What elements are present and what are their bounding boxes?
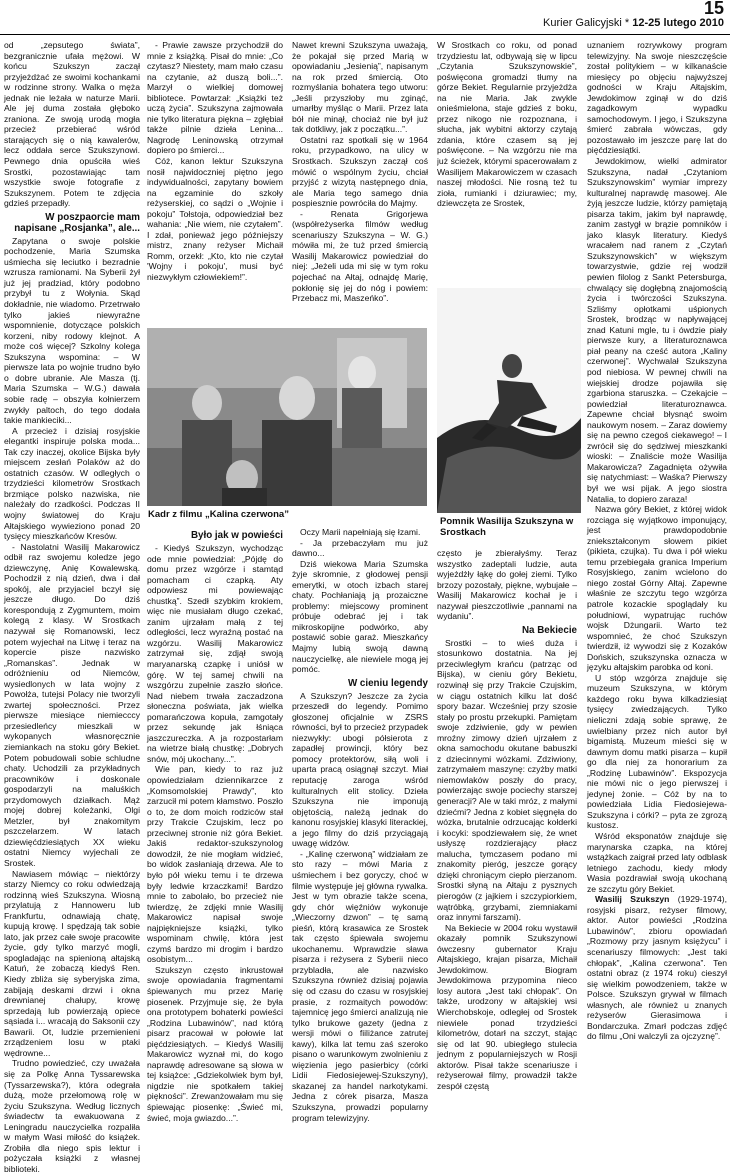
issue-date: 12-25 lutego 2010 xyxy=(632,17,724,29)
photo-caption: Kadr z filmu „Kalina czerwona” xyxy=(148,509,289,520)
paragraph: Nazwa góry Bekiet, z której widok rozciąga się wyjątkowo imponujący, jest prawdopodobnie zniekształconym słowem pikiet (pikieta, czujka). Tu dwa i pół wieku temu przebiegała granica Imperium Rosyjskiego, zanim wcielono do niego został Górny Ałtaj. Zapewne właśnie ze szczytu tego wzgórza patrole kozackie spoglądały ku południowi, wypatrując ruchów wojsk Dżungarii. Warto też wspomnieć, że choć Szukszyn twierdził, iż wywodzi się z Kozaków Dońskich, szukszynska oznacza w języku ałtajskim parobka od koni. xyxy=(587,504,727,673)
paragraph: W Srostkach co roku, od ponad trzydziestu lat, odbywają się w lipcu „Czytania Szukszynowskie”, poświęcona gromadzi tłumy na górze Bekiet. Regularnie przyjeżdża na nie Maria. Jak zwykle onieśmielona, staje gdzieś z boku, przez nikogo nie rozpoznana, i słucha, jak wybitni aktorzy czytają zdania, które czasem są jej poświęcone. – Na wzgórzu nie ma już ścieżek, którymi spacerowałam z Wasilijem Makarowiczem w czasach naszej młodości. Nie rosną też tu zioła, rumianki i dziurawiec; my, dziewczęta ze Srostek, xyxy=(437,40,577,209)
bio-name: Wasilij Szukszyn xyxy=(595,894,670,905)
paragraph: Wśród eksponatów znajduje się marynarska czapka, na której wstążkach zaigrał przed laty odblask letniego zachodu, kiedy młody Wasia pozdrawiał swoją ukochaną ze szczytu góry Bekiet. xyxy=(587,831,727,894)
paper-name: Kurier Galicyjski xyxy=(543,17,622,29)
header-separator: * xyxy=(621,17,633,29)
paragraph: A Szukszyn? Jeszcze za życia przeszedł do legendy. Pomimo głoszonej oficjalnie w ZSRS równości, był to przecież przypadek niezwykły: ubogi półsierota z zapadłej prowincji, który bez pomocy protektorów, siłą woli i uparta pracą osiągnął szczyt. Miał reputację zaroga wśród kulturalnych elit stolicy. Dzieła Szukszyna nie imponują objętością, należą jednak do kanonu rosyjskiej klasyki literackiej, a jego filmy do dziś przyciągają uwagę widzów. xyxy=(292,690,428,849)
subheading: W cieniu legendy xyxy=(347,677,428,689)
paragraph: Jewdokimow, wielki admirator Szukszyna, nadał „Czytaniom Szukszynowskim” wymiar imprezy kulturalnej naprawdę masowej. Ale żyją jeszcze ludzie, którzy pamiętają pisarza takim, jakim był naprawdę, zanim zastygł w brązie pomników i jako klasyk literatury. Kiedyś wracałem nad ranem z „Czytań Szukszynowskich” w większym towarzystwie, gdzie rej wodził pewien filolog z Sankt Petersburga, chwalący się dogłębną znajomością życia i twórczości Szukszyna. Szliśmy opłotkami uśpionych Srostek, brodząc w napływającej znad Katuni mgle, tu i ówdzie piały pierwsze kury, a literaturoznawca piał peany na cześć autora „Kaliny czerwonej”. Wychwalał Szukszyna pod niebiosa. W pewnej chwili na wiejskiej drodze pojawiła się zgarbiona staruszka. – Czekajcie – powiedział literaturoznawca. Zapewne chciał błysnąć swoim naukowym nosem. – Zaraz dowiemy się na pewno czegoś ciekawego! – I zwrócił się do sędziwej mieszkanki wioski: – Znaliście może Wasilija Makarowicza? Zagadnięta ożywiła się natychmiast: – Waśka? Pierwszy był we wsi pijak. A jego siostra Natalia, to dopiero zaraza! xyxy=(587,156,727,504)
author-bio xyxy=(587,894,727,1042)
column-5 xyxy=(587,40,727,1042)
subheading: Było jak w powieści xyxy=(190,530,283,541)
paragraph: - Nastolatni Wasilij Makarowicz odbił raz swojemu koledze jego dziewczynę, Anię Kowalewską. Pochodził z nią dzień, dwa i dał spokój, ale przyjaciel bczył się jeszcze długo. Do dziś korespondują z Zygmuntem, moim kolegą z klasy. W Srostkach nazywał się Romanowski, lecz potem wyjechał na Litwę i teraz na kopercie pisze nazwisko „Romanskas”. Jednak w odróżnieniu od Niemców, wysiedlonych w lata wojny z Powołża, tutejsi Polacy nie tworzyli zwartej społeczności. Przez pierwsze miesiące niemiecccy przesiedleńcy mieszkali w wykopanych własnoręcznie ziemiankach na stoku góry Bekiet. Potem pobudowali sobie schludne chaty. Uchodzili za przykładnych pracowników i doskonale gospodarzyli na maluśkich przydomowych działkach. Mąż mojej dobrej koleżanki, Olgi Metzler, był znakomitym pszczelarzem. W latach dziewięćdziesiątych XX wieku ostatni Niemcy wyjechali ze Srostek. xyxy=(4,541,140,869)
paragraph: często je zbierałyśmy. Teraz wszystko zadeptali ludzie, auta wyjeżdżły łąkę do gołej ziemi. Tylko brzozy pozostały, piękne, wybujałe – Wasilij Makarowicz kochał je i nazywał pieszczotliwie „pannami na wydaniu”. xyxy=(437,548,577,622)
paragraph: A przecież i dzisiaj rosyjskie elegantki inspiruje polska moda... Tak czy inaczej, okolice Bijska były miejscem zesłań Polaków aż do ostatnich czasów. W odległych o trzydzieści kilometrów Srostkach brzmiące polsko nazwiska, nie należały do rzadkości. Podczas II wojny światowej do Kraju Ałtajskiego wywieziono ponad 20 tysięcy mieszkańców Kresów. xyxy=(4,425,140,542)
paragraph: Srostki – to wieś duża i stosunkowo dostatnia. Na jej przeciwległym krańcu (patrząc od Bijska), w cieniu góry Bekietu, rozwinął się przy Trakcie Czujskim, w ciągu ostatnich kilku lat dość spory bazar. Wcześniej przy szosie stały po prostu przekupki. Pamiętam swoje zdziwienie, gdy w pewien mroźny zimowy dzień ujrzałem z okna samochodu okutane babuszki z dziecinnymi wózkami. Zdziwiony, zatrzymałem maszynę: czyżby matki niemowlaków poszły do pracy, powierzając swoje pociechy starszej generacji? Ale w taki mróz, z małymi dziećmi? Jedna z kobiet sięgnęła do wózka, brutalnie odrzucając kołderki i kocyki: spodziewałem się, że wnet usłyszę rozdzierający płacz malucha, tymczasem podano mi znakomity pieróg, jeszcze gorący dzięki chroniącym ciepło pierzanom. Srostki słyną na Ałtaju z pysznych pierogów (z jajkiem i szczypiorkiem, wątróbką, grzybami, ziemniakami oraz innymi farszami). xyxy=(437,637,577,923)
monument-photo xyxy=(437,288,581,513)
paragraph: - Prawie zawsze przychodził do mnie z książką. Pisał do mnie: „Co czytasz? Niestety, mam mało czasu na czytanie, aż duszą boli...”. Marzył o wielkiej domowej bibliotece. Powtarzał: „Książki też uczą życia”. Szukszyna zajmowała nie tylko literatura piękna – zgłębiał także pilnie dzieła Lenina... Nagrodę Leninowską otrzymał dopiero po śmierci... xyxy=(147,40,283,156)
column-2 xyxy=(147,40,283,325)
paragraph: Szukszyn często inkrustował swoje opowiadania fragmentami śpiewanych mu przez Marię piosenek. Przyjmuje się, że była ona prototypem bohaterki powieści „Rodzina Lubawinów”, nad którą pisarz pracował w połowie lat pięćdziesiątych. – Kiedyś Wasilij Makarowicz wyznał mi, do kogo naprawdę adresowane są słowa w tej książce: „Gdziekolwiek bym był, nigdzie nie spotkałem takiej piękności”. Zrewanżowałam mu się śpiewając piosenkę: „Świeć mi, świeć, moja gwiazdo...”. xyxy=(147,964,283,1123)
paragraph: U stóp wzgórza znajduje się muzeum Szukszyna, w którym każdego roku bywa kilkadziesiąt tysięcy zwiedzających. Tylko nieliczni zdają sobie sprawę, że uwielbiany przez nich autor był bigamistą. Muzeum mieści się w dawnym domu matki pisarza – kupił go dla niej za honorarium za „Rodzinę Lubawinów”. Ekspozycja nie mówi nic o jego pierwszej i jedynej żonie. – Cóż by na to powiedziała Lidia Fiedosiejewa-Szukszyna i córki? – pyta ze zgrozą kustosz. xyxy=(587,672,727,831)
page-number: 15 xyxy=(703,0,724,18)
column-4-continued xyxy=(437,548,577,1091)
paragraph: Wie pan, kiedy to raz już opowiedziałam dziennikarzce z „Komsomolskiej Prawdy”, kto zarzucił mi potem kłamstwo. Poszło o to, że dom moich rodziców stał przy Trakcie Czujskim, lecz po przeciwnej stronie niż góra Bekiet. Jakiś redaktor-szukszynolog dowodził, że nie mogłam widzieć, bo widok zasłaniają drzewa. Ale to było pół wieku temu i te drzewa były ledwie krzaczkami! Bardzo mnie to zabolało, bo przecież nie twierdzę, że zdjęki mnie Wasilij Makarowicz napisał swoje najpiękniejsze książki, tylko wspominam chwilę, która jest czymś bardzo mi drogim i bardzo osobistym... xyxy=(147,764,283,965)
paragraph: - Ja przebaczyłam mu już dawno... xyxy=(292,537,428,559)
paragraph: Cóż, kanon lektur Szukszyna nosił najwidoczniej piętno jego indywidualności, zapytany bowiem na egzaminie do szkoły reżyserskiej, co sądzi o „Wojnie i pokoju” Tołstoja, odpowiedział bez wahania: „Nie wiem, nie czytałem”. I zdał, ponieważ jego późniejszy mistrz, znany reżyser Michaił Romm, orzekł: „Kto, kto nie czytał 'Wojny i pokoju', musi być niezwykłym człowiekiem!”. xyxy=(147,156,283,283)
subheading: Na Bekiecie xyxy=(521,624,577,636)
paragraph: Na Bekiecie w 2004 roku wystawił okazały pomnik Szukszynowi ówczesny gubernator Kraju Ałtajskiego, krajan pisarza, Michaił Jewdokimow. Biogram Jewdokimowa przypomina nieco losy autora „Jest taki chłopak”. On także, urodzony w ałtajskiej wsi Wierchobskoje, odległej od Srostek niewiele ponad trzydzieści kilometrów, dotarł na szczyt, stając się od lat 90. ubiegłego stulecia jednym z popularniejszych w Rosji aktorów. Pisał także scenariusze i reżyserował filmy, prowadził także zespół częstą xyxy=(437,922,577,1091)
column-3 xyxy=(292,40,428,325)
column-2-continued xyxy=(147,527,283,1123)
paragraph: Nawet krewni Szukszyna uważają, że pokajał się przed Marią w opowiadaniu „Jesienią”, napisanym na rok przed śmiercią. Oto rozmyślania bohatera tego utworu: „Jeśli przyszłoby mu zginąć, umarłby myśląc o Marii. Przez lata bół nie minął, chociaż nie był już tak dotkliwy, jak z początku...”. xyxy=(292,40,428,135)
paragraph: - Kiedyś Szukszyn, wychodząc ode mnie powiedział: „Pójdę do domu przez wzgórze i stamtąd pomacham ci czapką. Aty odpowiesz mi powiewając chustką”. Szedł szybkim krokiem, więc nie musiałam długo czekać, zanim ujrzałam małą z tej odległości, lecz wyraźną postać na wzgórzu. Wasilij Makarowicz zatrzymał się, zdjął swoją maryanarską czapkę i uniósł w górę. W tej samej chwili na wszgórzu zupełnie zaszło słońce. Nad niebem trwała zaczadzona słoneczna poświata, jak wielka pomarańczowa kopuła, zamgotały przez sekundę jak łśniąca jaszczureczka. A ja rozpostarłam na wietrze białą chustkę: „Dobrych snów, mój ukochany...”. xyxy=(147,543,283,764)
film-still-illustration xyxy=(147,328,427,506)
paragraph: od „zepsutego świata”, bezgranicznie ufała mężowi. W końcu Szukszyn zaczął przyjeżdżać ze swoimi kochankami w rodzinne strony. Walka o męża jednak nie leżała w naturze Marii. Ale jej duma została głęboko zraniona. Ze swoją urodą mogła przecież przebierać wśród starających się o nią kawalerów, lecz oddała serce Szukszynowi. Pewnego dnia opuściła wieś Srostki, pozostawiając tam wszystkie swoje fotografie z Szukszynem. Potem te zdjęcia gdzieś przepadły. xyxy=(4,40,140,209)
paragraph: Zapytana o swoje polskie pochodzenie, Maria Szumska uśmiecha się leciutko i bezradnie wzrusza ramionami. Na Syberii żył już jej pradziad, który podobno przybył tu z Wołynia. Skąd dokładnie, nie wiadomo. Przetrwało tylko jakieś niewyraźne wspomnienie, dotyczące polskich korzeni, niby rodowy klejnot. A może coś więcej? Szkolny kolega Szukszyna wspomina: – W pierwsze lata po wojnie trudno było o dobre ubranie. Ale Masza (tj. Maria Szumska – W.G.) dawała sobie radę – obszyła kołnierzem zwykły paltoch, do tego dodała takie mankieciki... xyxy=(4,235,140,426)
paragraph: Trudno powiedzieć, czy uważała się za Polkę Anna Tyssarewska (Tyssarzewska?), która odegrała dużą, może przełomową rolę w życiu Szukszyna. Według licznych świadectw ta ewakuowana z Leningradu nauczycielka rozpaliła w małym Wasi miłość do książek. Zrobiła dla niego spis lektur i pożyczała książki z własnej biblioteki. xyxy=(4,1058,140,1174)
paragraph: Dziś wiekowa Maria Szumska żyje skromnie, z głodowej pensji emerytki, w otoch izbach starej chaty. Pochłaniają ją prozaiczne problemy: miejscowy prominent próbuje odebrać jej i tak mikroskopijne podwórko, aby postawić sobie garaż. Mieszkańcy Majmy lubią swoją dawną nauczycielkę, ale niewiele mogą jej pomóc. xyxy=(292,558,428,675)
bio-text: (1929-1974), rosyjski pisarz, reżyser filmowy, aktor. Autor powieści „Rodzina Lubawinów”, zbioru opowiadań „Rozmowy przy jasnym księżycu” i scenariuszy filmowych: „Jest taki chłopak”, „Kalina czerwona”. Ten ostatni obraz (z 1974 roku) cieszył się wielkim powodzeniem, także w Polsce. Szukszyn grywał w filmach własnych, ale również u znanych reżyserów Gierasimowa i Bondarczuka. Zmarł podczas zdjęć do filmu „Oni walczyli za ojczyznę”. xyxy=(587,894,727,1042)
monument-illustration xyxy=(437,288,581,513)
paragraph: Ostatni raz spotkali się w 1964 roku, przypadkowo, na ulicy w Srostkach. Szukszyn zaczął coś mówić o wspólnym życiu, chciał przyjść z wizytą następnego dnia, ale Maria tego samego dnia pospiesznie powróciła do Majmy. xyxy=(292,134,428,209)
paragraph: Oczy Marii napełniają się łzami. xyxy=(300,527,421,537)
paragraph: - Renata Grigorjewa (współreżyserka filmów według scenariuszy Szukszyna – W. G.) mówiła mi, że tuż przed śmiercią Wasilij Makarowicz powiedział do niej: „Jeżeli uda mi się w tym roku pojechać na Ałtaj, odnajdę Marię, pokłonię się jej do nóg i powiem: Przebacz mi, Maszeńko”. xyxy=(292,208,428,304)
column-4 xyxy=(437,40,577,285)
subheading: W poszpaorcie mam napisane „Rosjanka”, ale... xyxy=(14,211,140,234)
paragraph: Nawiasem mówiąc – niektórzy starzy Niemcy co roku odwiedzają rodzinną wieś Szukszyna. Wiosną przylatują z Hannoweru lub Frankfurtu, odnawiają chatę, kupują krowę. I spędzają tak sobie lato, jak przez całe swoje pracowite życie, gdy tylko marzyć mogli, spogladając na spienioną ałtajską Katuń, że zobaczą kiedyś Ren. Kiedy zbliża się syberyjska zima, zabijają deskami drzwi i okna drewnianej chałupy, krowę sprzedają lub powierzają opiece sąsiada i... wracają do Saksonii czy Bawarii. Ot, ludzie przemienieni zrządzeniem losu w ptaki wędrowne... xyxy=(4,868,140,1058)
photo-caption: Pomnik Wasilija Szukszyna w Srostkach xyxy=(440,516,574,538)
paragraph: - „Kalinę czerwoną” widziałam ze sto razy – mówi Maria z uśmiechem i bez goryczy, choć w filmie występuje jej główna rywalka. Jest w tym obrazie także scena, gdy chór więźniów wykonuje „Wieczorny dzwon” – tę samą pieśń, którą krasawica ze Srostek tak często śpiewała swojemu ukochanemu. Wprawdzie sława pisarza i reżysera z Syberii nieco przybladła, ale nazwisko Szukszyna również dzisiaj pojawia się od czasu do czasu w rosyjskiej prasie, z rozmaitych powodów: tajemnicę jego śmierci analizują nie tylko brukowe gazety (jedna z wersji mówi o fiiliżance zatrutej kawy), kilka lat temu zaś szeroko pisano o warunkowym zwolnieniu z więzienia jego pasierbicy (córki Lidii Fiedosiejewej-Szukszyny), skazanej za handel narkotykami. Jedna z córek pisarza, Masza Szukszyna, prowadzi popularny program telewizyjny. xyxy=(292,848,428,1123)
page-header xyxy=(0,0,730,35)
film-still-photo xyxy=(147,328,427,506)
paragraph: uznaniem rozrywkowy program telewizyjny. Na swoje nieszczęście został politykiem – w kilkanaście miesięcy po objęciu najwyższej godności w Kraju Ałtajskim, Jewdokimow zginął w do dziś zagadkowym wypadku samochodowym. I jego, i Szukszyna śmierć zabrała wówczas, gdy pozostawało im jeszcze parę lat do pięćdziesiątki. xyxy=(587,40,727,156)
column-1 xyxy=(4,40,140,1174)
column-3-continued xyxy=(292,527,428,1123)
header-title xyxy=(543,17,724,29)
